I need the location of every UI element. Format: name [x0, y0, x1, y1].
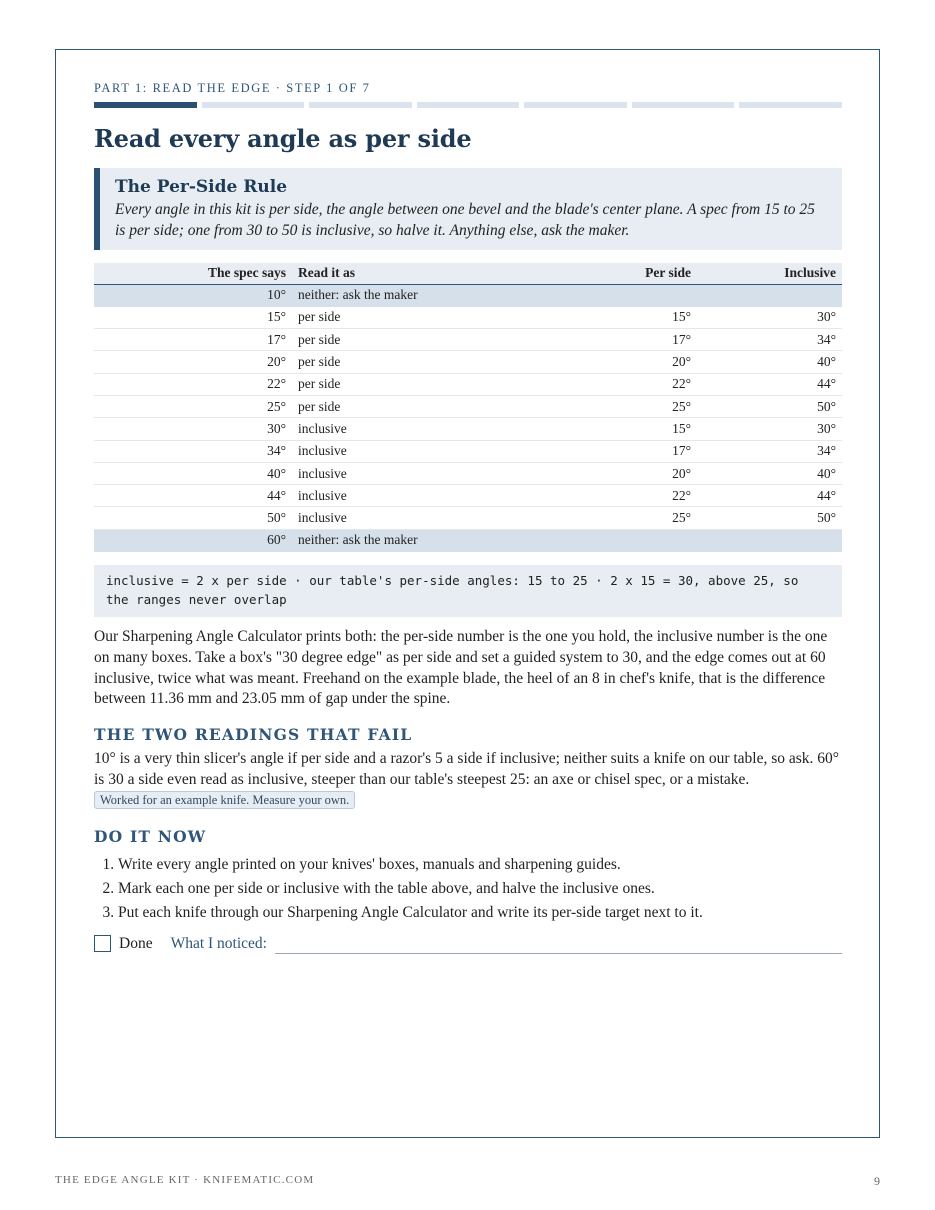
list-item: 2. Mark each one per side or inclusive with the table above, and halve the inclusive ones.: [118, 877, 842, 901]
cell-inclusive: 40°: [697, 351, 842, 373]
done-row: [94, 933, 842, 955]
progress-segment: [739, 102, 842, 108]
list-item: 1. Write every angle printed on your knives' boxes, manuals and sharpening guides.: [118, 853, 842, 877]
cell-inclusive: 50°: [697, 395, 842, 417]
cell-per-side: 17°: [592, 329, 697, 351]
table-row: [94, 440, 842, 462]
table-row: [94, 329, 842, 351]
cell-read-as: neither: ask the maker: [292, 284, 592, 306]
cell-inclusive: [697, 284, 842, 306]
cell-read-as: inclusive: [292, 462, 592, 484]
table-row: [94, 373, 842, 395]
cell-spec: 34°: [94, 440, 292, 462]
rule-text: Every angle in this kit is per side, the angle between one bevel and the blade's center plane. A spec from 15 to 25 is per side; one from 30 to 50 is inclusive, so halve it. Anything else, ask the maker.: [115, 201, 815, 239]
table-row: [94, 284, 842, 306]
cell-inclusive: 40°: [697, 462, 842, 484]
cell-read-as: per side: [292, 395, 592, 417]
page-title: Read every angle as per side: [94, 124, 472, 153]
cell-inclusive: [697, 529, 842, 551]
cell-per-side: 25°: [592, 507, 697, 529]
cell-read-as: inclusive: [292, 507, 592, 529]
cell-inclusive: 50°: [697, 507, 842, 529]
cell-per-side: [592, 284, 697, 306]
cell-read-as: inclusive: [292, 440, 592, 462]
cell-spec: 20°: [94, 351, 292, 373]
cell-inclusive: 30°: [697, 306, 842, 328]
step-progress-bar: [94, 102, 842, 108]
cell-read-as: inclusive: [292, 485, 592, 507]
cell-per-side: [592, 529, 697, 551]
table-row: [94, 529, 842, 551]
per-side-rule-callout: [94, 168, 842, 250]
cell-read-as: inclusive: [292, 418, 592, 440]
fail-paragraph: [94, 749, 842, 811]
done-checkbox[interactable]: [94, 935, 111, 952]
progress-segment: [417, 102, 520, 108]
cell-read-as: per side: [292, 351, 592, 373]
column-header-read: Read it as: [292, 263, 592, 284]
cell-spec: 17°: [94, 329, 292, 351]
cell-per-side: 22°: [592, 373, 697, 395]
section-heading-do: DO IT NOW: [94, 826, 207, 846]
table-row: [94, 395, 842, 417]
page-frame: [55, 49, 880, 1138]
formula-line: the ranges never overlap: [106, 592, 287, 608]
table-row: [94, 418, 842, 440]
cell-per-side: 25°: [592, 395, 697, 417]
cell-inclusive: 44°: [697, 485, 842, 507]
progress-segment: [202, 102, 305, 108]
cell-per-side: 15°: [592, 306, 697, 328]
cell-spec: 44°: [94, 485, 292, 507]
noticed-input-line[interactable]: [275, 934, 842, 954]
cell-read-as: per side: [292, 373, 592, 395]
intro-paragraph: Our Sharpening Angle Calculator prints both: the per-side number is the one you hold, the inclusive number is the one on many boxes. Take a box's "30 degree edge" as per side and set a guided system to 30, and the edge comes out at 60 inclusive, twice what was meant. Freehand on the example blade, the heel of an 8 in chef's knife, that is the difference between 11.36 mm and 23.05 mm of gap under the spine.: [94, 628, 828, 708]
page-content: [94, 80, 842, 955]
footer-brand: THE EDGE ANGLE KIT · KNIFEMATIC.COM: [55, 1174, 315, 1186]
angle-table-body: [94, 284, 842, 552]
cell-inclusive: 34°: [697, 329, 842, 351]
column-header-inclusive: Inclusive: [697, 263, 842, 284]
example-note-chip: Worked for an example knife. Measure your own.: [94, 791, 355, 809]
cell-spec: 25°: [94, 395, 292, 417]
done-label: Done: [119, 934, 153, 952]
fail-text: 10° is a very thin slicer's angle if per side and a razor's 5 a side if inclusive; neither suits a knife on our table, so ask. 60° is 30 a side even read as inclusive, steeper than our table's steepest 25: an axe or chisel spec, or a mistake.: [94, 750, 839, 789]
table-header-row: [94, 263, 842, 284]
cell-per-side: 17°: [592, 440, 697, 462]
progress-segment: [524, 102, 627, 108]
progress-segment: [309, 102, 412, 108]
cell-spec: 60°: [94, 529, 292, 551]
formula-block: [94, 565, 842, 617]
table-row: [94, 306, 842, 328]
noticed-label: What I noticed:: [170, 934, 267, 952]
cell-spec: 30°: [94, 418, 292, 440]
cell-read-as: per side: [292, 306, 592, 328]
rule-title: The Per-Side Rule: [115, 177, 288, 197]
cell-spec: 10°: [94, 284, 292, 306]
cell-spec: 40°: [94, 462, 292, 484]
section-heading-fail: THE TWO READINGS THAT FAIL: [94, 725, 413, 745]
cell-per-side: 20°: [592, 462, 697, 484]
table-row: [94, 462, 842, 484]
table-row: [94, 485, 842, 507]
cell-per-side: 22°: [592, 485, 697, 507]
table-row: [94, 507, 842, 529]
cell-inclusive: 44°: [697, 373, 842, 395]
progress-segment: [632, 102, 735, 108]
cell-spec: 22°: [94, 373, 292, 395]
cell-read-as: per side: [292, 329, 592, 351]
cell-per-side: 20°: [592, 351, 697, 373]
list-item: 3. Put each knife through our Sharpening Angle Calculator and write its per-side target next to it.: [118, 901, 842, 925]
table-row: [94, 351, 842, 373]
cell-per-side: 15°: [592, 418, 697, 440]
progress-segment: [94, 102, 197, 108]
column-header-spec: The spec says: [94, 263, 292, 284]
formula-line: inclusive = 2 x per side · our table's per-side angles: 15 to 25 · 2 x 15 = 30, above 25, so: [106, 573, 799, 589]
column-header-per-side: Per side: [592, 263, 697, 284]
angle-table: [94, 263, 842, 552]
cell-spec: 15°: [94, 306, 292, 328]
cell-read-as: neither: ask the maker: [292, 529, 592, 551]
step-label: PART 1: READ THE EDGE · STEP 1 OF 7: [94, 81, 371, 95]
page-number: 9: [874, 1174, 880, 1188]
action-steps-list: [94, 853, 842, 925]
cell-spec: 50°: [94, 507, 292, 529]
cell-inclusive: 30°: [697, 418, 842, 440]
cell-inclusive: 34°: [697, 440, 842, 462]
